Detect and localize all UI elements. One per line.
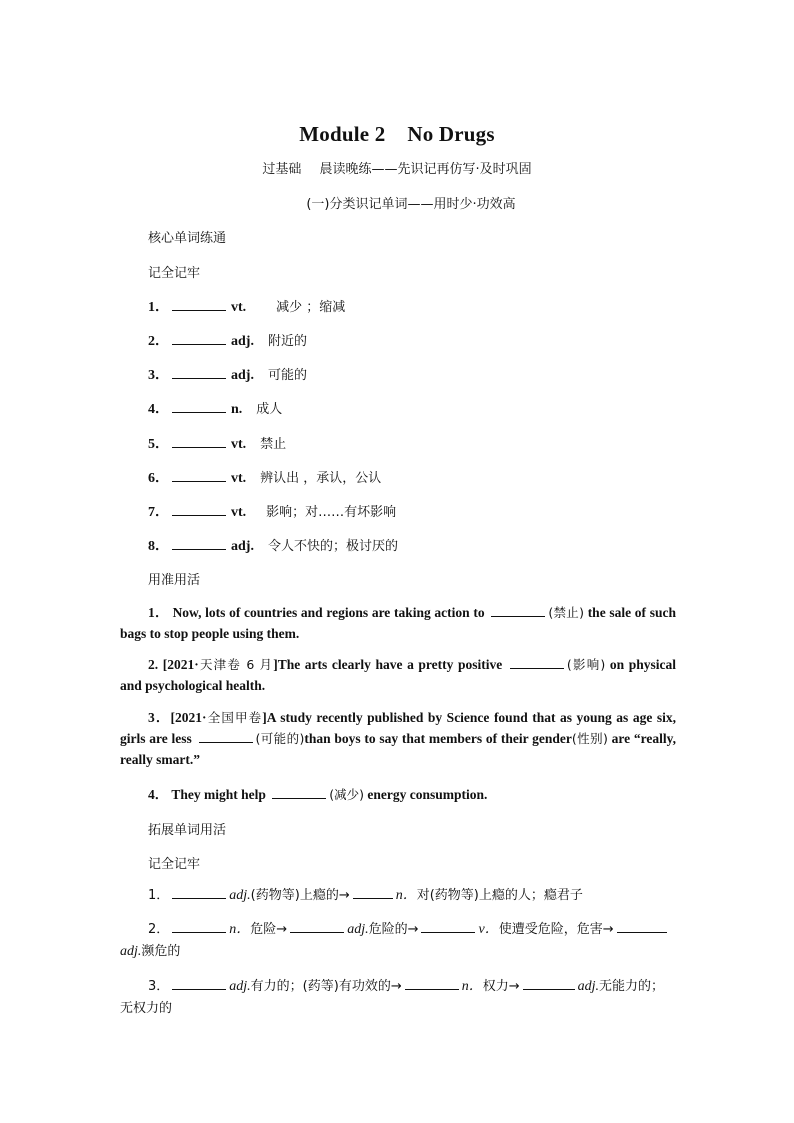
- part-of-speech: vt.: [231, 437, 247, 452]
- part-of-speech: adj.: [231, 368, 254, 383]
- part-of-speech: adj.: [229, 888, 251, 903]
- sentence-text: They might help: [171, 787, 266, 802]
- meaning: 有力的；(药等)有功效的→: [250, 979, 402, 994]
- item-number: 2．: [148, 922, 170, 937]
- answer-blank[interactable]: [617, 921, 667, 933]
- meaning: 可能的: [267, 368, 307, 383]
- item-number: 5．: [148, 437, 169, 452]
- source-tag: 全国甲卷: [206, 710, 263, 725]
- title-module: Module 2: [299, 122, 386, 146]
- extend-item-1: [120, 885, 676, 907]
- part-of-speech: vt.: [231, 471, 247, 486]
- core-item: [148, 364, 307, 384]
- meaning: 权力→: [482, 979, 520, 994]
- answer-blank[interactable]: [172, 401, 226, 413]
- part-of-speech: vt.: [231, 505, 247, 520]
- sentence-4: [120, 784, 676, 805]
- sentence-1: [120, 602, 676, 644]
- sentence-3: [120, 707, 676, 770]
- part-of-speech: adj.: [120, 944, 142, 959]
- answer-blank[interactable]: [172, 887, 226, 899]
- sentence-text: than boys to say that members of their gender: [304, 731, 572, 746]
- subtitle: [0, 158, 794, 177]
- answer-blank[interactable]: [172, 538, 226, 550]
- hint: (减少): [329, 787, 365, 802]
- meaning: 无能力的；无权力的: [120, 979, 665, 1016]
- answer-blank[interactable]: [421, 921, 475, 933]
- hint: (可能的): [255, 731, 305, 746]
- answer-blank[interactable]: [172, 978, 226, 990]
- item-number: 2．: [148, 334, 169, 349]
- part-of-speech: n．: [461, 979, 483, 994]
- answer-blank[interactable]: [172, 470, 226, 482]
- item-number: 1．: [148, 605, 169, 620]
- answer-blank[interactable]: [290, 921, 344, 933]
- core-item: [148, 433, 286, 453]
- subtitle-right: 晨读晚练——先识记再仿写·及时巩固: [319, 162, 532, 177]
- meaning: 对(药物等)上瘾的人；瘾君子: [416, 888, 583, 903]
- sentence-2: [120, 654, 676, 696]
- hint: (性别): [571, 731, 608, 746]
- meaning: 影响；对……有坏影响: [266, 505, 397, 520]
- part-of-speech: n．: [229, 922, 251, 937]
- core-item: [148, 398, 282, 418]
- usage-label: 用准用活: [148, 573, 201, 588]
- core-item: [148, 535, 398, 555]
- sentence-text: energy consumption.: [367, 787, 488, 802]
- part-of-speech: adj.: [231, 539, 254, 554]
- item-number: 3．: [148, 979, 170, 994]
- source-tag: ]: [262, 710, 267, 725]
- answer-blank[interactable]: [405, 978, 459, 990]
- core-memorize-label: 记全记牢: [148, 266, 201, 281]
- answer-blank[interactable]: [510, 657, 564, 669]
- sentence-text: The arts clearly have a pretty positive: [277, 657, 503, 672]
- part-of-speech: vt.: [231, 300, 247, 315]
- core-heading: 核心单词练通: [148, 231, 227, 246]
- answer-blank[interactable]: [172, 436, 226, 448]
- hint: (禁止): [548, 605, 584, 620]
- core-item: [148, 296, 345, 316]
- answer-blank[interactable]: [523, 978, 575, 990]
- meaning: 濒危的: [141, 944, 181, 959]
- meaning: 使遭受危险，危害→: [498, 922, 614, 937]
- page-title: [0, 122, 794, 147]
- item-number: 1．: [148, 300, 169, 315]
- part-of-speech: n．: [395, 888, 417, 903]
- part-of-speech: adj.: [347, 922, 369, 937]
- answer-blank[interactable]: [172, 504, 226, 516]
- answer-blank[interactable]: [199, 731, 253, 743]
- part-of-speech: adj.: [231, 334, 254, 349]
- answer-blank[interactable]: [491, 605, 545, 617]
- answer-blank[interactable]: [172, 367, 226, 379]
- core-item: [148, 467, 381, 487]
- meaning: 危险→: [250, 922, 288, 937]
- meaning: 成人: [256, 402, 283, 417]
- item-number: 3．: [148, 368, 169, 383]
- item-number: 7．: [148, 505, 169, 520]
- sentence-text: Now, lots of countries and regions are taking action to: [172, 605, 485, 620]
- answer-blank[interactable]: [353, 887, 393, 899]
- meaning: 辨认出 ，承认，公认: [260, 471, 382, 486]
- item-number: 1．: [148, 888, 170, 903]
- meaning: (药物等)上瘾的→: [250, 888, 350, 903]
- section-heading: (一)分类识记单词——用时少·功效高: [306, 197, 516, 212]
- part-of-speech: adj.: [577, 979, 600, 994]
- title-topic: No Drugs: [407, 122, 495, 146]
- extend-heading: 拓展单词用活: [148, 823, 227, 838]
- item-number: 2.: [148, 657, 159, 672]
- answer-blank[interactable]: [172, 921, 226, 933]
- item-number: 6．: [148, 471, 169, 486]
- sentence-text: on physical and psychological health.: [120, 657, 677, 693]
- source-tag: 天津卷 6 月: [198, 657, 274, 672]
- core-item: [148, 501, 396, 521]
- item-number: 8．: [148, 539, 169, 554]
- sentence-text: the sale of such bags to stop people using them.: [120, 605, 676, 641]
- part-of-speech: adj.: [229, 979, 251, 994]
- item-number: 3．: [148, 710, 171, 725]
- part-of-speech: v．: [478, 922, 499, 937]
- subtitle-left: 过基础: [262, 162, 302, 177]
- extend-item-3: [120, 976, 676, 1020]
- meaning: 令人不快的；极讨厌的: [267, 539, 398, 554]
- source-tag: [2021·: [170, 710, 207, 725]
- item-number: 4．: [148, 787, 169, 802]
- core-item: [148, 330, 307, 350]
- source-tag: ]: [273, 657, 278, 672]
- meaning: 附近的: [267, 334, 307, 349]
- answer-blank[interactable]: [272, 787, 326, 799]
- extend-memorize-label: 记全记牢: [148, 857, 201, 872]
- sentence-text: are “really, really smart.”: [120, 731, 676, 767]
- item-number: 4．: [148, 402, 169, 417]
- answer-blank[interactable]: [172, 299, 226, 311]
- meaning: 禁止: [260, 437, 287, 452]
- part-of-speech: n.: [231, 402, 243, 417]
- meaning: 危险的→: [368, 922, 419, 937]
- sentence-text: A study recently published by Science found that as young as age six, girls are less: [120, 710, 676, 746]
- meaning: 减少 ；缩减: [276, 300, 346, 315]
- source-tag: [2021·: [162, 657, 199, 672]
- extend-item-2: [120, 919, 676, 963]
- answer-blank[interactable]: [172, 333, 226, 345]
- hint: (影响): [566, 657, 606, 672]
